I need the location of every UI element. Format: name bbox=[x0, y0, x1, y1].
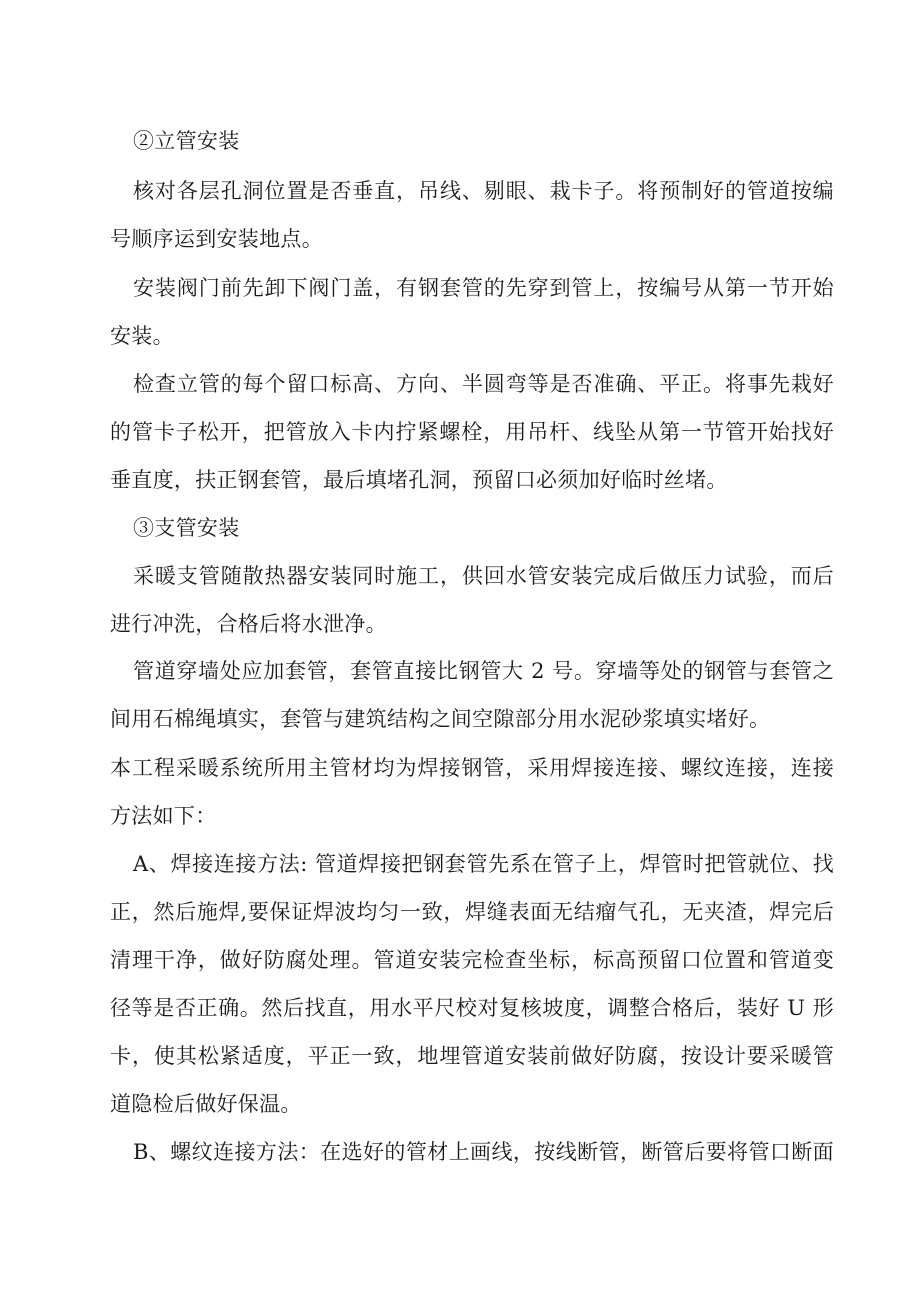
paragraph-line: 间用石棉绳填实，套管与建筑结构之间空隙部分用水泥砂浆填实堵好。 bbox=[110, 707, 771, 731]
paragraph-line: 方法如下： bbox=[110, 804, 217, 828]
paragraph-line: 的管卡子松开，把管放入卡内拧紧螺栓，用吊杆、线坠从第一节管开始找好 bbox=[110, 420, 834, 444]
paragraph-line: 号顺序运到安装地点。 bbox=[110, 227, 323, 251]
paragraph-line: 管道穿墙处应加套管，套管直接比钢管大 2 号。穿墙等处的钢管与套管之 bbox=[133, 659, 834, 683]
paragraph-line: 核对各层孔洞位置是否垂直，吊线、剔眼、栽卡子。将预制好的管道按编 bbox=[133, 179, 834, 203]
heading-riser-installation: ②立管安装 bbox=[133, 129, 240, 153]
paragraph-line: 安装阀门前先卸下阀门盖，有钢套管的先穿到管上，按编号从第一节开始 bbox=[133, 276, 834, 300]
paragraph-line: 检查立管的每个留口标高、方向、半圆弯等是否准确、平正。将事先栽好 bbox=[133, 372, 834, 396]
paragraph-line: 安装。 bbox=[110, 324, 174, 348]
paragraph-line: 垂直度，扶正钢套管，最后填堵孔洞，预留口必须加好临时丝堵。 bbox=[110, 468, 728, 492]
paragraph-line: 进行冲洗，合格后将水泄净。 bbox=[110, 612, 387, 636]
heading-branch-installation: ③支管安装 bbox=[133, 516, 240, 540]
paragraph-line: 清理干净，做好防腐处理。管道安装完检查坐标，标高预留口位置和管道变 bbox=[110, 948, 834, 972]
paragraph-line: 本工程采暖系统所用主管材均为焊接钢管，采用焊接连接、螺纹连接，连接 bbox=[110, 756, 834, 780]
paragraph-line: 径等是否正确。然后找直，用水平尺校对复核坡度，调整合格后，装好 U 形 bbox=[110, 996, 834, 1020]
paragraph-line: 道隐检后做好保温。 bbox=[110, 1092, 302, 1116]
paragraph-line: A、焊接连接方法: 管道焊接把钢套管先系在管子上，焊管时把管就位、找 bbox=[133, 852, 834, 876]
paragraph-line: 正，然后施焊,要保证焊波均匀一致，焊缝表面无结瘤气孔，无夹渣，焊完后 bbox=[110, 900, 834, 924]
paragraph-line: B、螺纹连接方法：在选好的管材上画线，按线断管，断管后要将管口断面 bbox=[133, 1140, 834, 1164]
paragraph-line: 采暖支管随散热器安装同时施工，供回水管安装完成后做压力试验，而后 bbox=[133, 564, 834, 588]
paragraph-line: 卡，使其松紧适度，平正一致，地埋管道安装前做好防腐，按设计要采暖管 bbox=[110, 1044, 834, 1068]
